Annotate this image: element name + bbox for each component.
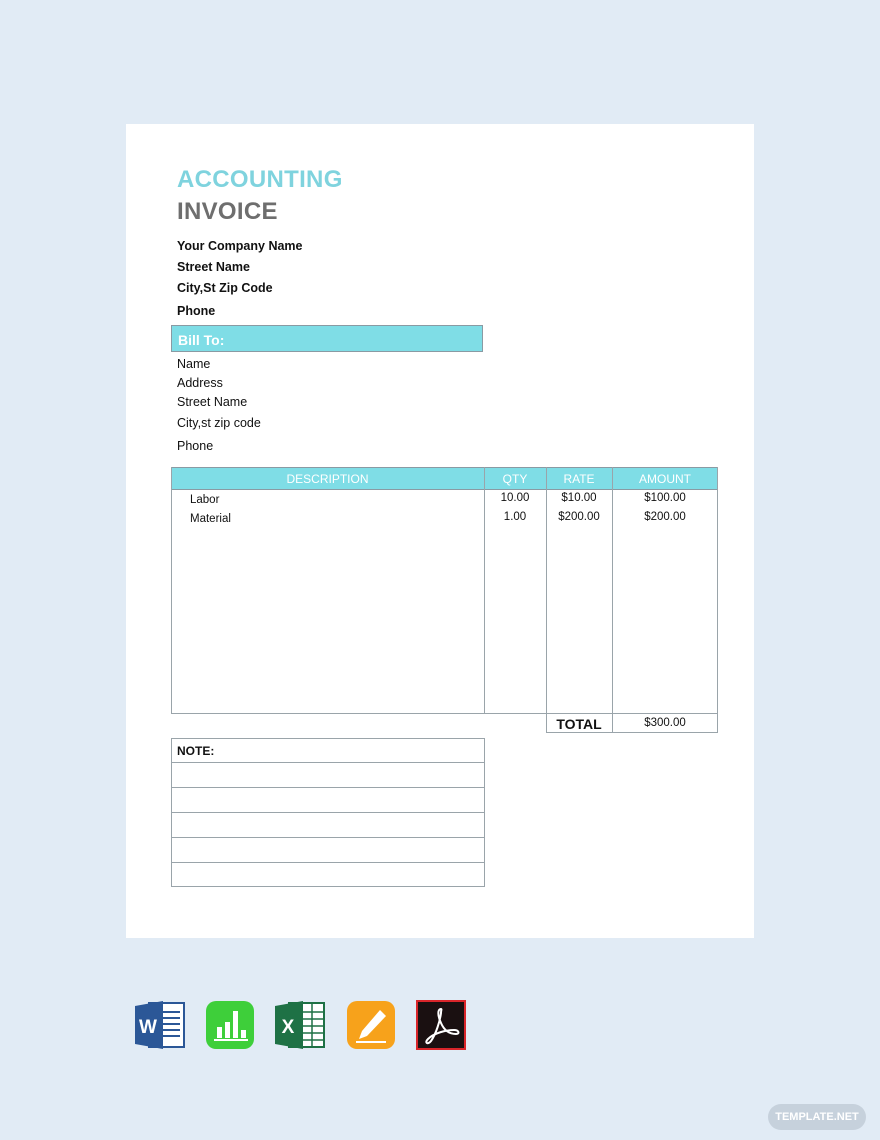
- row-2-rate: $200.00: [558, 511, 600, 523]
- note-line: [171, 738, 485, 739]
- bill-to-street: Street Name: [177, 395, 248, 409]
- row-2-description: Material: [190, 513, 231, 525]
- table-divider-qty: [484, 467, 485, 714]
- note-line: [171, 787, 485, 788]
- note-line: [171, 812, 485, 813]
- table-border-bottom: [171, 713, 718, 714]
- row-1-description: Labor: [190, 494, 220, 506]
- template-net-watermark: TEMPLATE.NET: [768, 1104, 866, 1130]
- company-city: City,St Zip Code: [177, 281, 273, 295]
- table-divider-rate: [546, 467, 547, 733]
- bill-to-header: Bill To:: [171, 325, 483, 352]
- company-street: Street Name: [177, 260, 250, 274]
- note-label: NOTE:: [177, 744, 215, 758]
- total-value: $300.00: [644, 717, 686, 729]
- svg-text:X: X: [281, 1017, 295, 1038]
- row-2-amount: $200.00: [644, 511, 686, 523]
- table-border-left: [171, 467, 172, 714]
- header-amount: AMOUNT: [639, 472, 691, 486]
- note-line: [171, 762, 485, 763]
- invoice-title-accounting: ACCOUNTING: [177, 166, 343, 193]
- invoice-sheet: [126, 124, 754, 938]
- table-border-right: [717, 467, 718, 733]
- word-icon[interactable]: [135, 1000, 185, 1050]
- company-name: Your Company Name: [177, 239, 303, 253]
- row-1-qty: 10.00: [500, 492, 530, 504]
- row-1-amount: $100.00: [644, 492, 686, 504]
- header-rate: RATE: [563, 472, 595, 486]
- table-divider-amount: [612, 467, 613, 733]
- note-line: [171, 837, 485, 838]
- pdf-icon[interactable]: [416, 1000, 466, 1050]
- bill-to-name: Name: [177, 357, 211, 371]
- total-border-bottom: [546, 732, 718, 733]
- header-description: DESCRIPTION: [286, 472, 369, 486]
- row-2-qty: 1.00: [503, 511, 527, 523]
- pages-icon[interactable]: [346, 1000, 396, 1050]
- header-qty: QTY: [502, 472, 528, 486]
- bill-to-city: City,st zip code: [177, 416, 261, 430]
- numbers-icon[interactable]: [205, 1000, 255, 1050]
- invoice-title-invoice: INVOICE: [177, 198, 278, 225]
- note-line: [171, 862, 485, 863]
- svg-text:W: W: [139, 1017, 157, 1038]
- bill-to-phone: Phone: [177, 439, 214, 453]
- note-line: [171, 886, 485, 887]
- bill-to-address: Address: [177, 376, 223, 390]
- row-1-rate: $10.00: [561, 492, 597, 504]
- total-label: TOTAL: [556, 716, 602, 732]
- excel-icon[interactable]: [275, 1000, 325, 1050]
- company-phone: Phone: [177, 304, 216, 318]
